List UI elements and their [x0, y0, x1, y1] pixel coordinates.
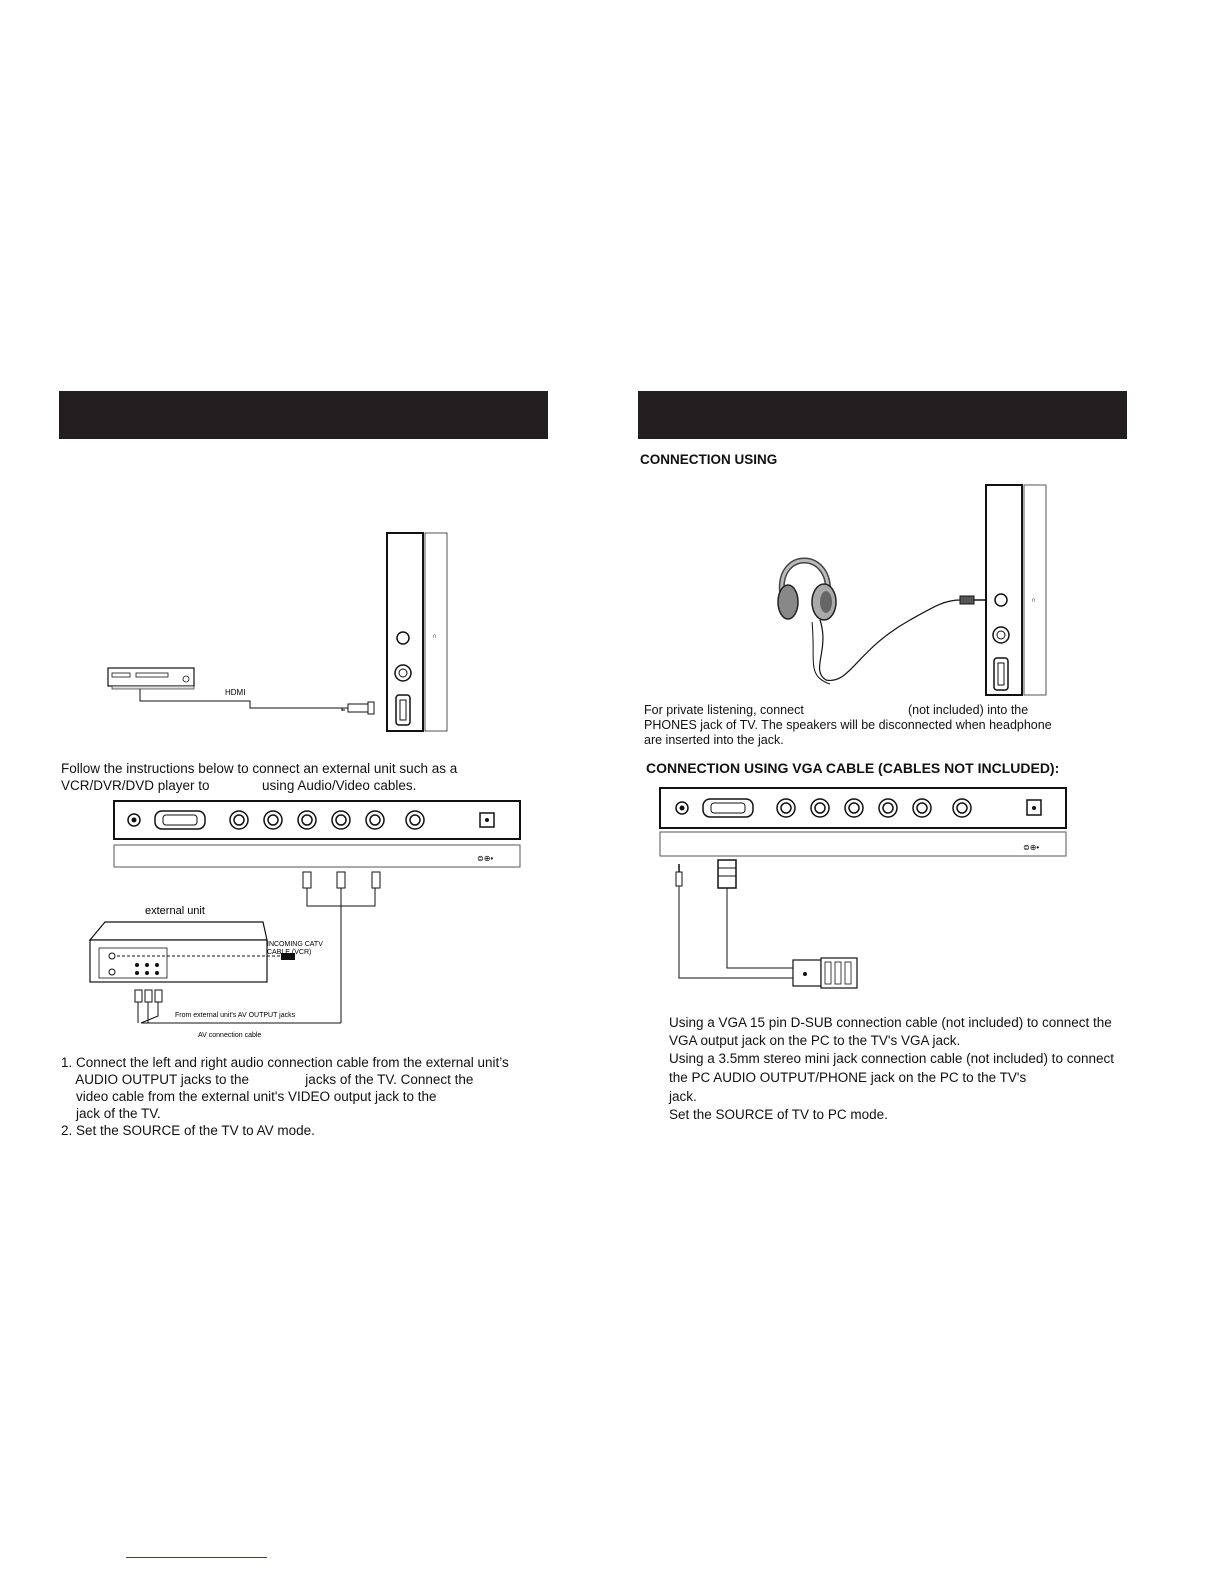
- left-step-line-3: video cable from the external unit's VIDEO output jack to the: [61, 1089, 437, 1104]
- footer-link-rule: [126, 1557, 267, 1558]
- svg-text:∩: ∩: [432, 633, 438, 640]
- vga-step-line-4: the PC AUDIO OUTPUT/PHONE jack on the PC to the TV's: [669, 1070, 1027, 1085]
- catv-label-1: INCOMING CATV: [267, 941, 323, 948]
- headphone-connection-diagram: [760, 480, 1060, 700]
- left-title-banner: [59, 391, 548, 439]
- av-cable-label: AV connection cable: [198, 1032, 262, 1039]
- vga-connection-diagram: [655, 784, 1075, 994]
- vga-step-line-6: Set the SOURCE of TV to PC mode.: [669, 1107, 888, 1122]
- external-unit-label: external unit: [145, 905, 205, 917]
- vga-heading: CONNECTION USING VGA CABLE (CABLES NOT INCLUDED):: [646, 760, 1060, 776]
- hdmi-connection-diagram: [100, 525, 460, 740]
- from-outputs-label: From external unit's AV OUTPUT jacks: [175, 1012, 296, 1019]
- vga-step-line-1: Using a VGA 15 pin D-SUB connection cable (not included) to connect the: [669, 1015, 1112, 1030]
- left-intro-line-1: Follow the instructions below to connect an external unit such as a: [61, 761, 458, 776]
- vga-step-line-2: VGA output jack on the PC to the TV's VGA jack.: [669, 1033, 961, 1048]
- av-connection-diagram: [85, 798, 525, 1043]
- svg-text:⊜⊕•: ⊜⊕•: [477, 854, 494, 863]
- left-step-line-2: AUDIO OUTPUT jacks to the jacks of the TV. Connect the: [61, 1072, 474, 1087]
- right-title-banner: [638, 391, 1127, 439]
- private-listening-line-3: are inserted into the jack.: [644, 733, 784, 747]
- vga-step-line-3: Using a 3.5mm stereo mini jack connection cable (not included) to connect: [669, 1051, 1114, 1066]
- private-listening-line-1: For private listening, connect (not included) into the: [644, 703, 1029, 717]
- connection-using-heading: CONNECTION USING: [640, 452, 778, 467]
- left-step-line-1: 1. Connect the left and right audio connection cable from the external unit’s: [61, 1055, 509, 1070]
- left-step-line-5: 2. Set the SOURCE of the TV to AV mode.: [61, 1123, 315, 1138]
- left-step-line-4: jack of the TV.: [61, 1106, 161, 1121]
- hdmi-label: HDMI: [225, 688, 246, 697]
- vga-step-line-5: jack.: [669, 1089, 697, 1104]
- svg-text:∩: ∩: [1031, 597, 1037, 604]
- left-intro-line-2: VCR/DVR/DVD player to using Audio/Video cables.: [61, 778, 417, 793]
- catv-label-2: CABLE (VCR): [267, 949, 312, 956]
- svg-text:⊜⊕•: ⊜⊕•: [1023, 843, 1040, 852]
- private-listening-line-2: PHONES jack of TV. The speakers will be disconnected when headphone: [644, 718, 1052, 732]
